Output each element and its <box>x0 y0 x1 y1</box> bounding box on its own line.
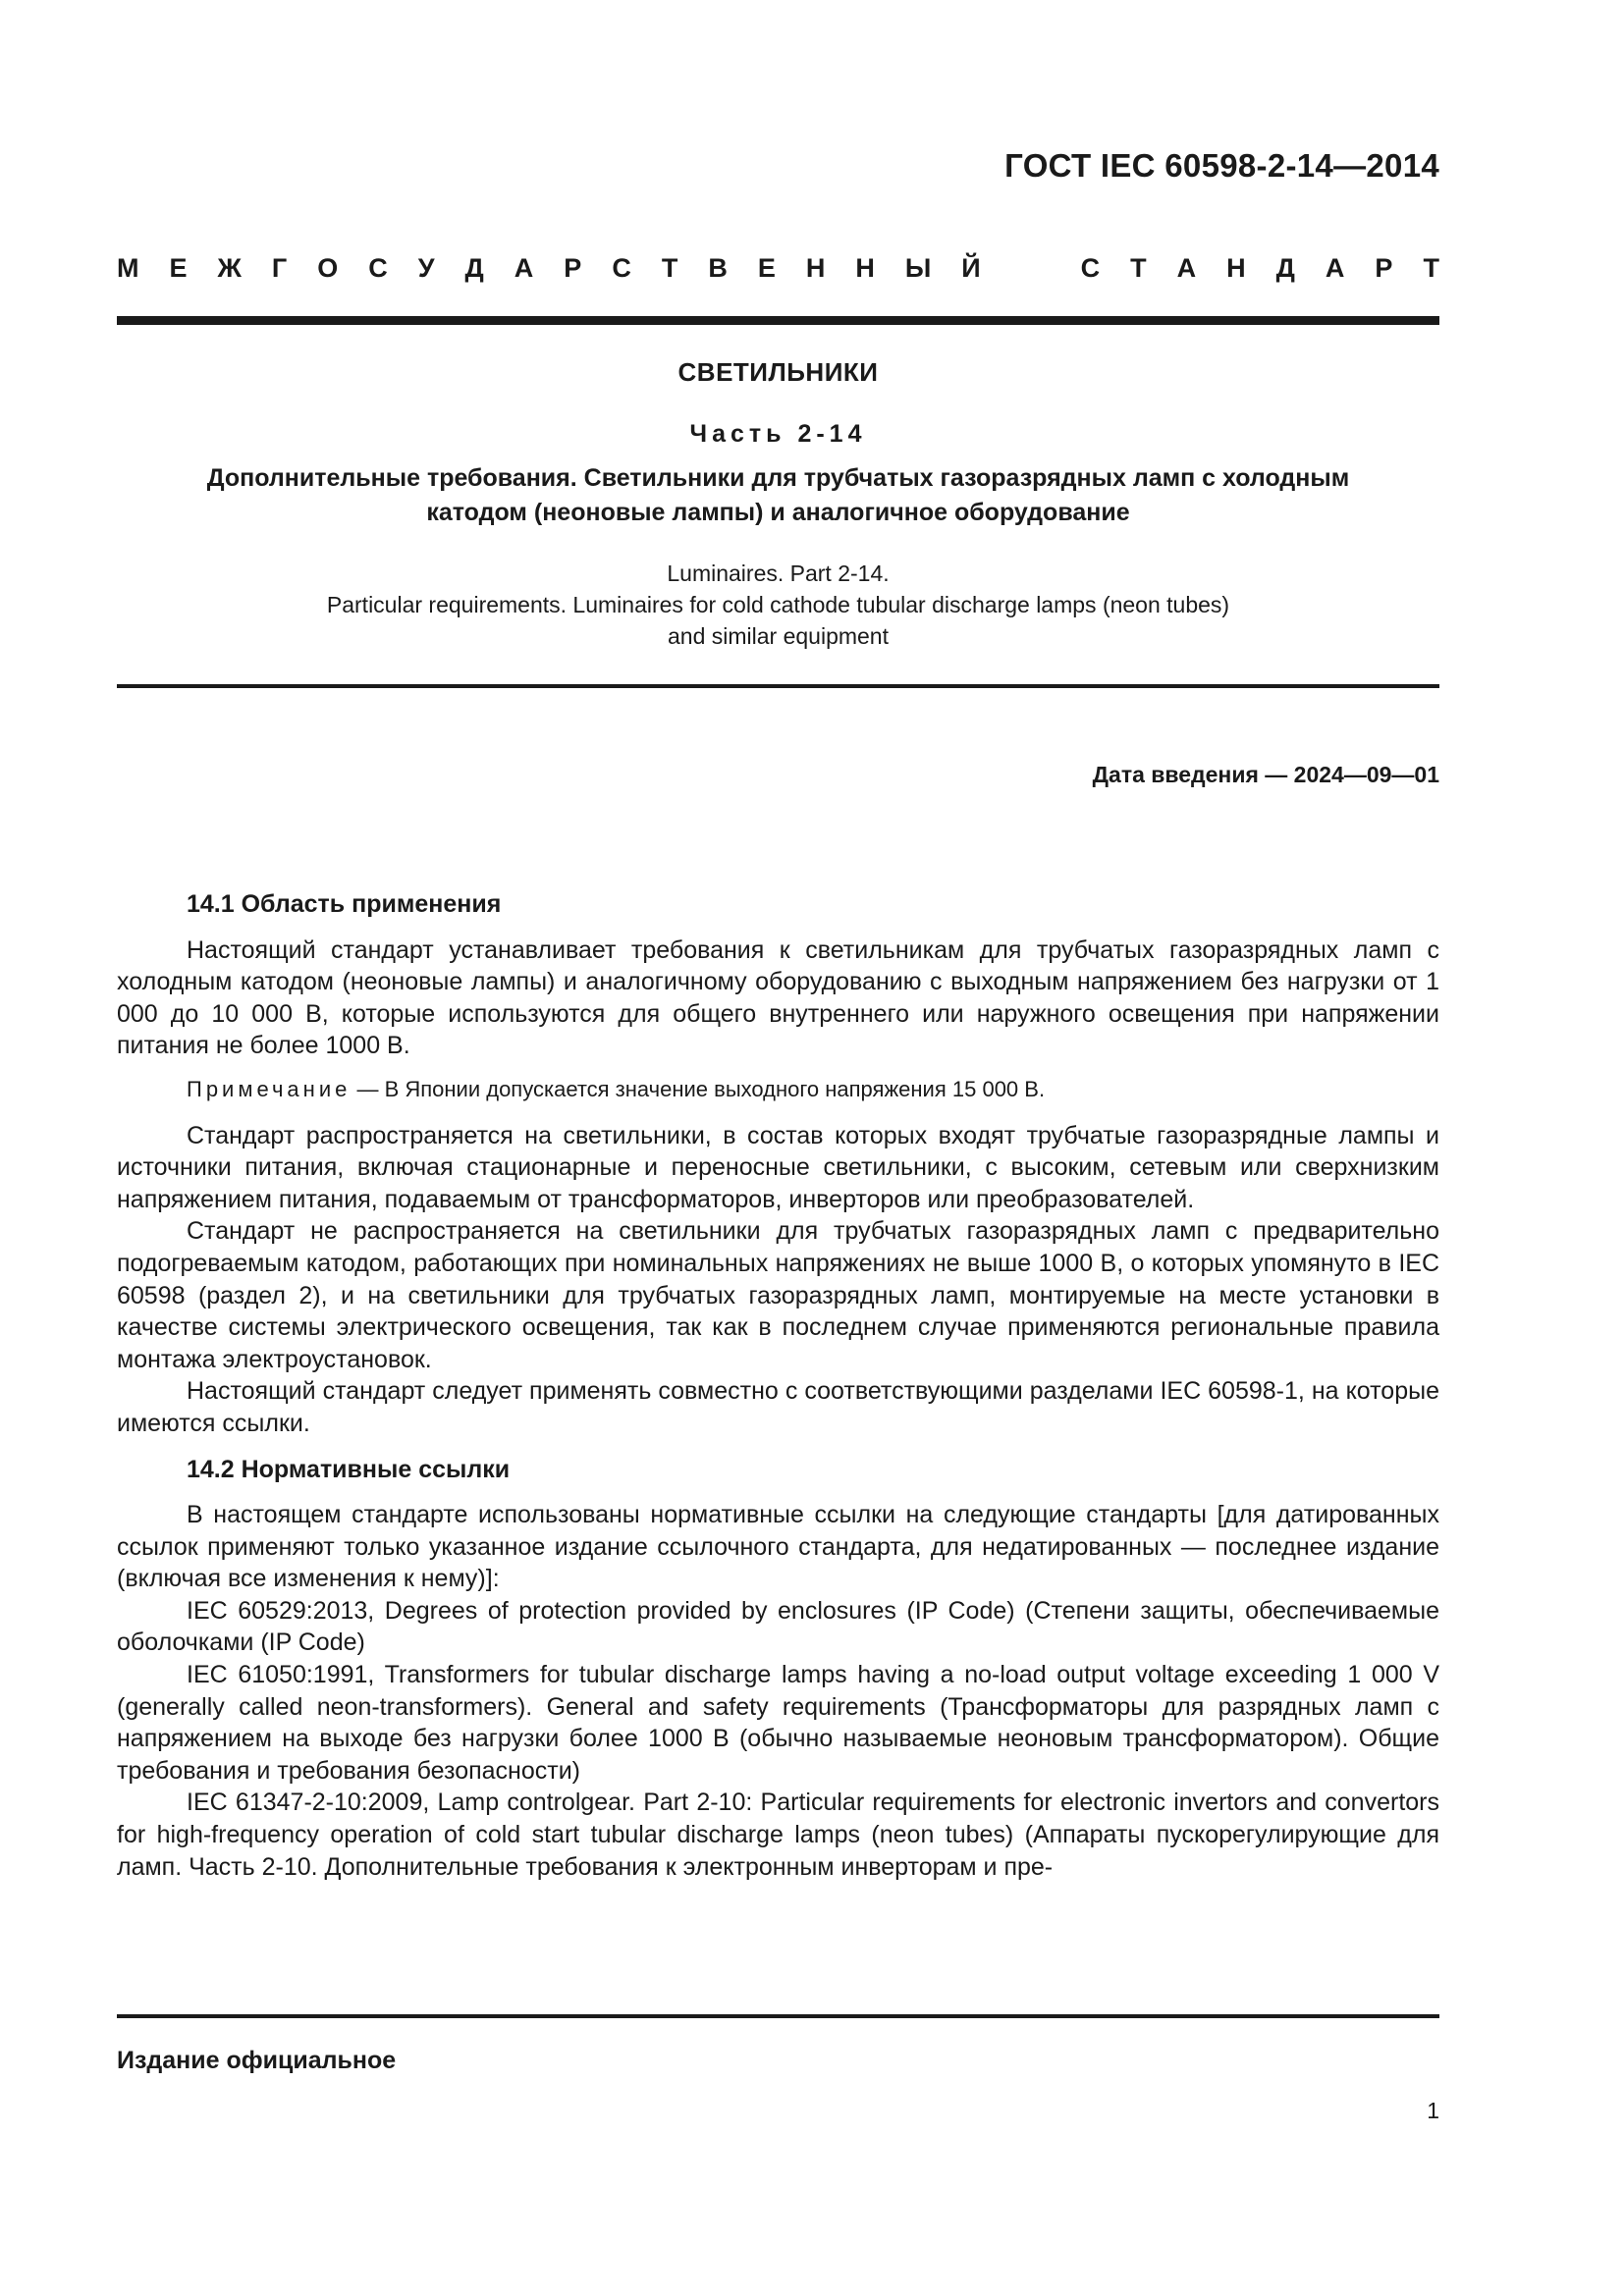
document-subtitle <box>117 461 1439 530</box>
interstate-standard-banner <box>117 253 1439 284</box>
document-page <box>117 0 1439 2296</box>
banner-letter: Р <box>1375 253 1393 283</box>
banner-letter: Т <box>1423 253 1439 283</box>
banner-letter: С <box>368 253 388 283</box>
banner-letter: Т <box>1130 253 1147 283</box>
banner-letter: А <box>1176 253 1197 283</box>
section-heading: 14.1 Область применения <box>187 890 502 918</box>
paragraph: Настоящий стандарт следует применять совместно с соответствующими разделами IEC 60598-1, на которые имеются ссылки. <box>117 1377 1439 1437</box>
banner-letter: М <box>117 253 139 283</box>
banner-letter: Ы <box>904 253 932 283</box>
banner-letter: А <box>1325 253 1345 283</box>
banner-letter: Ж <box>217 253 242 283</box>
banner-letter: Д <box>1275 253 1295 283</box>
title-divider <box>117 684 1439 688</box>
header-divider <box>117 316 1439 325</box>
banner-letter: Н <box>805 253 826 283</box>
banner-letter: В <box>708 253 728 283</box>
paragraph: Стандарт распространяется на светильники, в состав которых входят трубчатые газоразрядные лампы и источники питания, включая стационарные и переносные светильники, с высоким, сетевым или сверхнизким напряжением питания, подаваемым от трансформаторов, инверторов или преобразователей. <box>117 1121 1439 1213</box>
page-number: 1 <box>1427 2098 1439 2123</box>
section-heading: 14.2 Нормативные ссылки <box>187 1455 511 1483</box>
banner-word-gap <box>1011 253 1051 284</box>
reference-item: IEC 61347-2-10:2009, Lamp controlgear. Part 2-10: Particular requirements for electronic invertors and convertors for high-frequency operation of cold start tubular discharge lamps (neon tubes) (Аппараты пускорегулирующие для ламп. Часть 2-10. Дополнительные требования к электронным инверторам и пре- <box>117 1789 1439 1881</box>
subtitle-line: Дополнительные требования. Светильники для трубчатых газоразрядных ламп с холодным <box>206 464 1350 492</box>
document-code: ГОСТ IEC 60598-2-14—2014 <box>1004 147 1439 184</box>
english-title-line: Particular requirements. Luminaires for cold cathode tubular discharge lamps (neon tubes) <box>326 592 1230 617</box>
english-title-line: and similar equipment <box>667 623 889 649</box>
banner-letter: С <box>1080 253 1101 283</box>
document-title: СВЕТИЛЬНИКИ <box>677 357 879 387</box>
paragraph: Настоящий стандарт устанавливает требования к светильникам для трубчатых газоразрядных ламп с холодным катодом (неоновые лампы) и аналогичному оборудованию с выходным напряжением без нагрузки от 1 000 до 10 000 В, которые используются для общего внутреннего или наружного освещения при напряжении питания не более 1000 В. <box>117 935 1439 1060</box>
banner-letter: У <box>417 253 435 283</box>
introduction-date: Дата введения — 2024—09—01 <box>1092 762 1439 787</box>
banner-letter: Н <box>855 253 875 283</box>
banner-letter: Р <box>564 253 582 283</box>
banner-letter: С <box>612 253 631 283</box>
banner-letter: Н <box>1226 253 1246 283</box>
banner-letter: А <box>514 253 534 283</box>
banner-letter: Е <box>169 253 188 283</box>
note-text: — В Японии допускается значение выходного напряжения 15 000 В. <box>351 1076 1046 1101</box>
footer-divider <box>117 2014 1439 2018</box>
reference-item: IEC 60529:2013, Degrees of protection provided by enclosures (IP Code) (Степени защиты, обеспечиваемые оболочками (IP Code) <box>117 1596 1439 1657</box>
paragraph: Стандарт не распространяется на светильники для трубчатых газоразрядных ламп с предварительно подогреваемым катодом, работающих при номинальных напряжениях не выше 1000 В, о которых упомянуто в IEC 60598 (раздел 2), и на светильники для трубчатых газоразрядных ламп, монтируемые на месте установки в качестве системы электрического освещения, так как в последнем случае применяются региональные правила монтажа электроустановок. <box>117 1217 1439 1373</box>
banner-letter: Д <box>464 253 484 283</box>
banner-letter: Г <box>271 253 288 283</box>
banner-letter: Т <box>661 253 678 283</box>
paragraph: В настоящем стандарте использованы нормативные ссылки на следующие стандарты [для датированных ссылок применяют только указанное издание ссылочного стандарта, для недатированных — последнее издание (включая все изменения к нему)]: <box>117 1501 1439 1593</box>
edition-label: Издание официальное <box>117 2047 397 2074</box>
banner-letter: Й <box>961 253 981 283</box>
note <box>117 1074 1439 1106</box>
note-label: Примечание <box>187 1076 352 1101</box>
banner-letter: О <box>317 253 339 283</box>
subtitle-line: катодом (неоновые лампы) и аналогичное оборудование <box>426 499 1130 526</box>
document-body <box>117 888 1439 1883</box>
part-number: Часть 2-14 <box>689 420 867 448</box>
banner-letter: Е <box>757 253 776 283</box>
reference-item: IEC 61050:1991, Transformers for tubular discharge lamps having a no-load output voltage exceeding 1 000 V (generally called neon-transformers). General and safety requirements (Трансформаторы для разрядных ламп с напряжением на выходе без нагрузки более 1000 В (обычно называемые неоновым трансформатором). Общие требования и требования безопасности) <box>117 1661 1439 1785</box>
english-title <box>117 558 1439 652</box>
english-title-line: Luminaires. Part 2-14. <box>667 561 890 586</box>
